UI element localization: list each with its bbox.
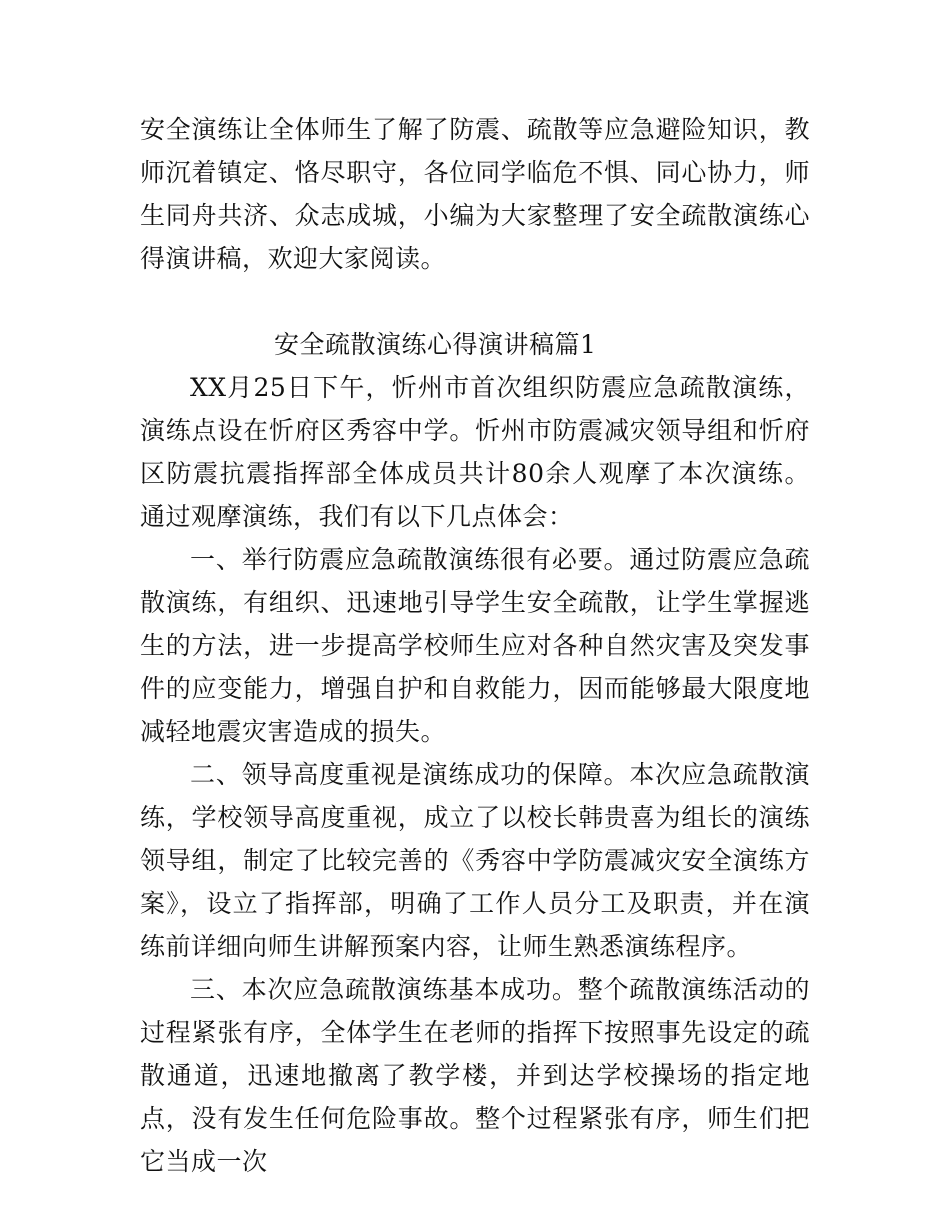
body-paragraph-2: 一、举行防震应急疏散演练很有必要。通过防震应急疏散演练，有组织、迅速地引导学生安全疏散，让学生掌握逃生的方法，进一步提高学校师生应对各种自然灾害及突发事件的应变能力，增强自护和自救能力，因而能够最大限度地减轻地震灾害造成的损失。 [140,545,810,746]
intro-paragraph: 安全演练让全体师生了解了防震、疏散等应急避险知识，教师沉着镇定、恪尽职守，各位同学临危不惧、同心协力，师生同舟共济、众志成城，小编为大家整理了安全疏散演练心得演讲稿，欢迎大家阅读。 [140,115,810,273]
body-paragraph-1: XX月25日下午，忻州市首次组织防震应急疏散演练，演练点设在忻府区秀容中学。忻州市防震减灾领导组和忻府区防震抗震指挥部全体成员共计80余人观摩了本次演练。通过观摩演练，我们有以下几点体会： [140,373,810,531]
body-paragraph-4: 三、本次应急疏散演练基本成功。整个疏散演练活动的过程紧张有序，全体学生在老师的指挥下按照事先设定的疏散通道，迅速地撤离了教学楼，并到达学校操场的指定地点，没有发生任何危险事故。整个过程紧张有序，师生们把它当成一次 [140,975,810,1176]
body-paragraph-3: 二、领导高度重视是演练成功的保障。本次应急疏散演练，学校领导高度重视，成立了以校长韩贵喜为组长的演练领导组，制定了比较完善的《秀容中学防震减灾安全演练方案》，设立了指挥部，明确了工作人员分工及职责，并在演练前详细向师生讲解预案内容，让师生熟悉演练程序。 [140,760,810,961]
section-title: 安全疏散演练心得演讲稿篇1 [274,330,597,359]
spacer [140,280,810,323]
